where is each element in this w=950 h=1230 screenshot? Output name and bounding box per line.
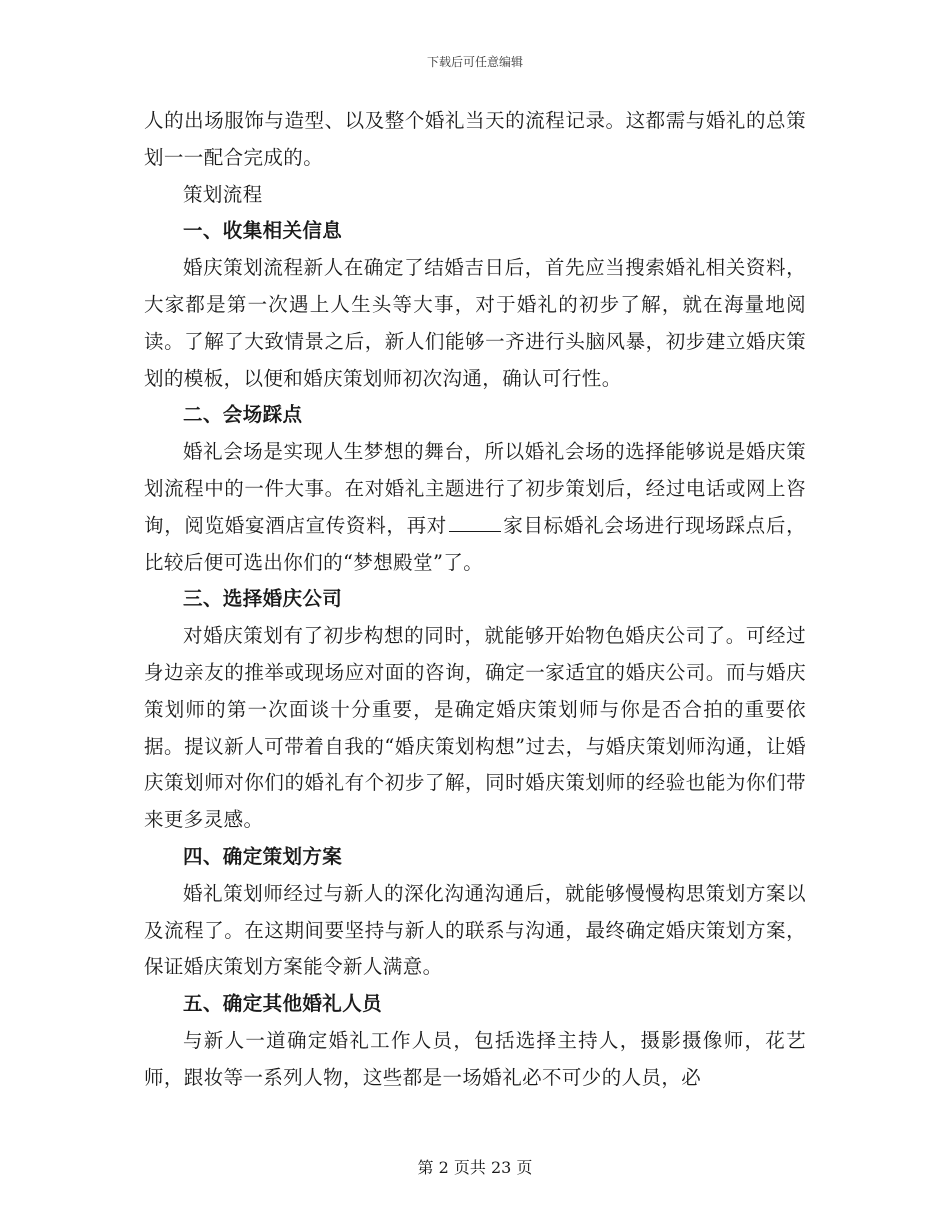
paragraph-section-2-part-b: 家目标婚礼会场进行现场踩点后，比较后便可选出你们的“梦想殿堂”了。 xyxy=(144,513,806,574)
paragraph-section-2-part-a: 婚礼会场是实现人生梦想的舞台，所以婚礼会场的选择能够说是婚庆策划流程中的一件大事。在对婚礼主题进行了初步策划后，经过电话或网上咨询，阅览婚宴酒店宣传资料，再对 xyxy=(144,440,806,537)
paragraph-section-3: 对婚庆策划有了初步构想的同时，就能够开始物色婚庆公司了。可经过身边亲友的推举或现场应对面的咨询，确定一家适宜的婚庆公司。而与婚庆策划师的第一次面谈十分重要，是确定婚庆策划师与你是否合拍的重要依据。提议新人可带着自我的“婚庆策划构想”过去，与婚庆策划师沟通，让婚庆策划师对你们的婚礼有个初步了解，同时婚庆策划师的经验也能为你们带来更多灵感。 xyxy=(144,624,806,832)
fill-in-blank xyxy=(449,530,501,532)
paragraph-section-5: 与新人一道确定婚礼工作人员，包括选择主持人，摄影摄像师，花艺师，跟妆等一系列人物，这些都是一场婚礼必不可少的人员，必 xyxy=(144,1028,806,1089)
paragraph-section-2 xyxy=(144,434,806,581)
paragraph-process-title: 策划流程 xyxy=(183,182,263,206)
paragraph-continuation: 人的出场服饰与造型、以及整个婚礼当天的流程记录。这都需与婚礼的总策划一一配合完成的。 xyxy=(144,109,806,169)
paragraph-section-4: 婚礼策划师经过与新人的深化沟通沟通后，就能够慢慢构思策划方案以及流程了。在这期间要坚持与新人的联系与沟通，最终确定婚庆策划方案，保证婚庆策划方案能令新人满意。 xyxy=(144,881,806,979)
section-heading-3: 三、选择婚庆公司 xyxy=(183,587,343,611)
section-heading-1: 一、收集相关信息 xyxy=(183,219,343,243)
section-heading-4: 四、确定策划方案 xyxy=(183,844,343,868)
document-body xyxy=(144,103,806,1097)
page-header: 下载后可任意编辑 xyxy=(426,55,523,69)
section-heading-5: 五、确定其他婚礼人员 xyxy=(183,992,383,1016)
paragraph-section-1: 婚庆策划流程新人在确定了结婚吉日后，首先应当搜索婚礼相关资料，大家都是第一次遇上人生头等大事，对于婚礼的初步了解，就在海量地阅读。了解了大致情景之后，新人们能够一齐进行头脑风暴，初步建立婚庆策划的模板，以便和婚庆策划师初次沟通，确认可行性。 xyxy=(144,256,806,390)
page-footer: 第 2 页共 23 页 xyxy=(417,1158,533,1177)
section-heading-2: 二、会场踩点 xyxy=(183,403,303,427)
